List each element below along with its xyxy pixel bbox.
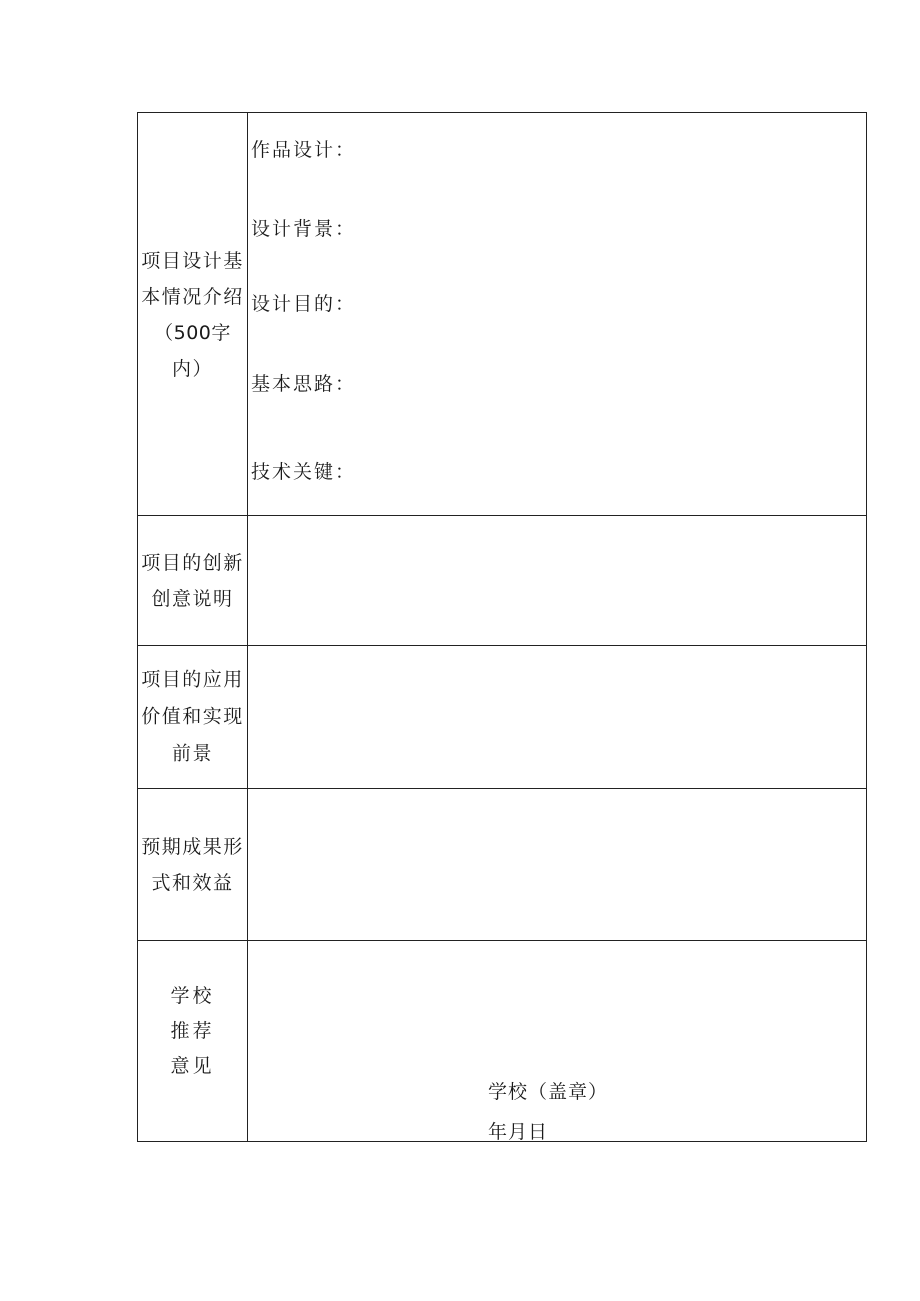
row-label-expected-results xyxy=(138,789,248,941)
field-label-work-design: 作品设计： xyxy=(251,139,357,161)
row-label-innovation xyxy=(138,516,248,646)
label-line: 预期成果形 xyxy=(141,835,244,858)
label-line: （500字 xyxy=(154,322,231,344)
expected-results-input-area[interactable] xyxy=(248,789,867,941)
application-form-table xyxy=(137,112,867,1142)
label-line: 学校 xyxy=(170,985,215,1007)
date-label: 年月日 xyxy=(488,1121,549,1143)
label-line: 式和效益 xyxy=(151,871,234,894)
innovation-input-area[interactable] xyxy=(248,516,867,646)
label-line: 项目的应用 xyxy=(141,668,244,691)
label-line: 本情况介绍 xyxy=(141,286,244,308)
label-line: 前景 xyxy=(171,742,213,765)
school-stamp-label: 学校（盖章） xyxy=(488,1081,609,1103)
field-label-technical-key: 技术关键： xyxy=(251,461,357,483)
form-row-expected-results xyxy=(138,789,867,941)
label-line: 项目的创新 xyxy=(141,551,244,574)
label-line: 推荐 xyxy=(170,1020,215,1042)
field-label-design-purpose: 设计目的： xyxy=(251,293,357,315)
label-line: 意见 xyxy=(170,1055,215,1077)
school-recommendation-input-area[interactable] xyxy=(248,941,867,1142)
basic-intro-input-area[interactable] xyxy=(248,113,867,516)
field-label-design-background: 设计背景： xyxy=(251,218,357,240)
row-label-basic-intro xyxy=(138,113,248,516)
row-label-application-value xyxy=(138,646,248,789)
form-row-basic-intro xyxy=(138,113,867,516)
field-label-basic-approach: 基本思路： xyxy=(251,373,357,395)
form-row-application-value xyxy=(138,646,867,789)
form-row-school-recommendation xyxy=(138,941,867,1142)
application-value-input-area[interactable] xyxy=(248,646,867,789)
label-line: 创意说明 xyxy=(151,587,234,610)
label-line: 内） xyxy=(171,358,213,380)
label-line: 项目设计基 xyxy=(141,250,244,272)
row-label-school-recommendation xyxy=(138,941,248,1142)
form-row-innovation xyxy=(138,516,867,646)
label-line: 价值和实现 xyxy=(141,705,244,728)
